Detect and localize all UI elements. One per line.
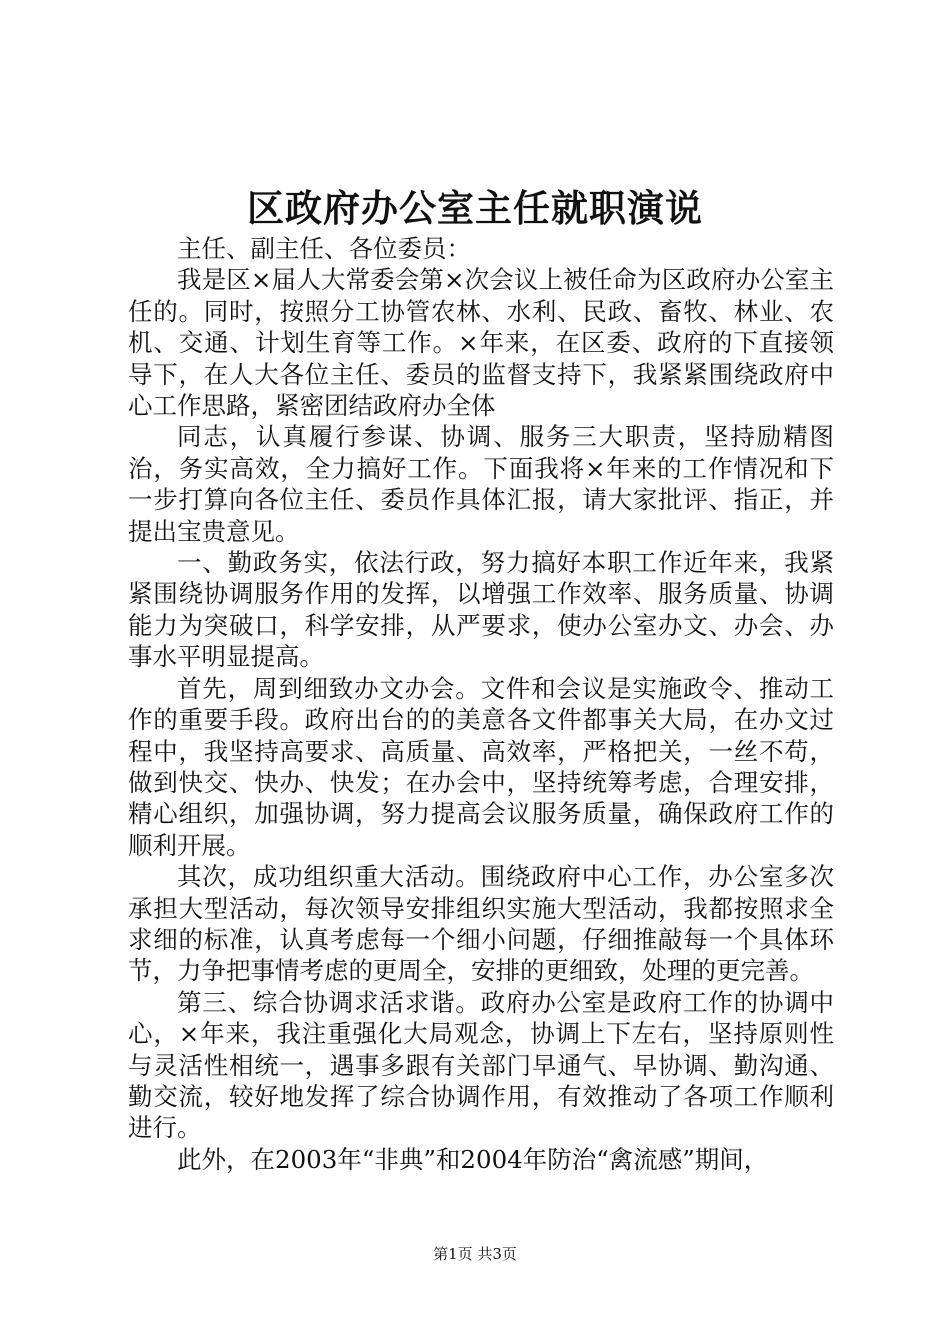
document-body bbox=[128, 233, 834, 1175]
paragraph-salutation: 主任、副主任、各位委员： bbox=[177, 234, 471, 263]
paragraph-third-point: 第三、综合协调求活求谐。政府办公室是政府工作的协调中心，×年来，我注重强化大局观念，协调上下左右，坚持原则性与灵活性相统一，遇事多跟有关部门早通气、早协调、勤沟通、勤交流，较好地发挥了综合协调作用，有效推动了各项工作顺利进行。 bbox=[128, 987, 834, 1143]
paragraph-second-point: 其次，成功组织重大活动。围绕政府中心工作，办公室多次承担大型活动，每次领导安排组织实施大型活动，我都按照求全求细的标准，认真考虑每一个细小问题，仔细推敲每一个具体环节，力争把事情考虑的更周全，安排的更细致，处理的更完善。 bbox=[128, 862, 834, 986]
paragraph-first-point: 首先，周到细致办文办会。文件和会议是实施政令、推动工作的重要手段。政府出台的的美意各文件都事关大局，在办文过程中，我坚持高要求、高质量、高效率，严格把关，一丝不苟，做到快交、快办、快发；在办会中，坚持统筹考虑，合理安排，精心组织，加强协调，努力提高会议服务质量，确保政府工作的顺利开展。 bbox=[128, 673, 834, 860]
paragraph-introduction: 我是区×届人大常委会第×次会议上被任命为区政府办公室主任的。同时，按照分工协管农林、水利、民政、畜牧、林业、农机、交通、计划生育等工作。×年来，在区委、政府的下直接领导下，在人大各位主任、委员的监督支持下，我紧紧围绕政府中心工作思路，紧密团结政府办全体 bbox=[128, 265, 834, 421]
paragraph-section-one: 一、勤政务实，依法行政，努力搞好本职工作近年来，我紧紧围绕协调服务作用的发挥，以增强工作效率、服务质量、协调能力为突破口，科学安排，从严要求，使办公室办文、办会、办事水平明显提高。 bbox=[128, 548, 834, 672]
paragraph-additionally: 此外，在2003年“非典”和2004年防治“禽流感”期间， bbox=[177, 1144, 769, 1174]
page-footer: 第1页 共3页 bbox=[433, 1245, 517, 1263]
document-title: 区政府办公室主任就职演说 bbox=[247, 186, 703, 230]
paragraph-continuation: 同志，认真履行参谋、协调、服务三大职责，坚持励精图治，务实高效，全力搞好工作。下面我将×年来的工作情况和下一步打算向各位主任、委员作具体汇报，请大家批评、指正，并提出宝贵意见。 bbox=[128, 422, 834, 546]
